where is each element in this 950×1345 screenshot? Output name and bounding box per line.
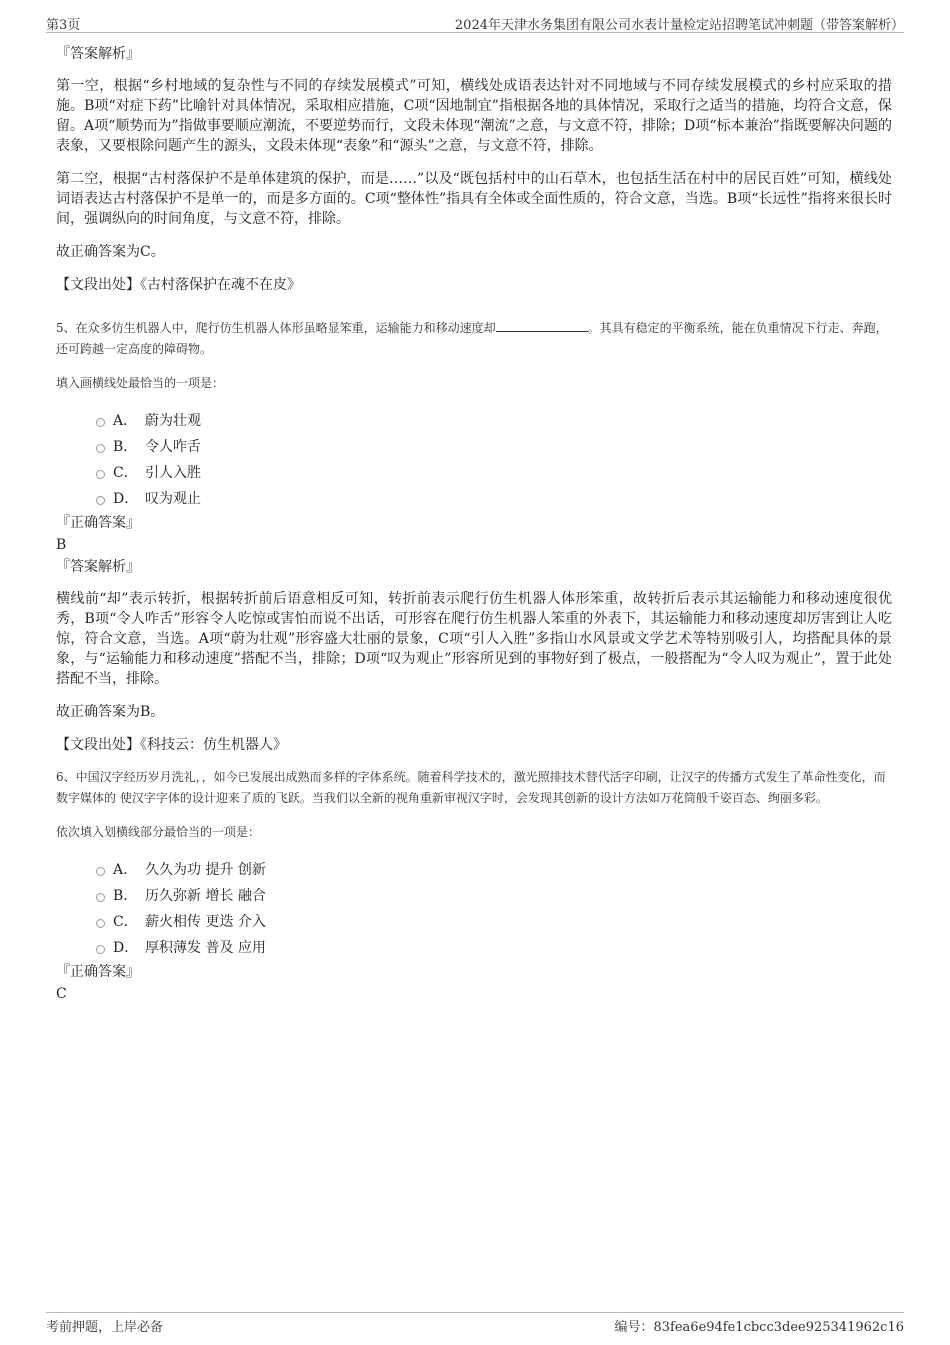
q4-analysis-paragraph-1: 第一空，根据“乡村地域的复杂性与不同的存续发展模式”可知，横线处成语表达针对不同地域与不同存续发展模式的乡村应采取的措施。B项“对症下药”比喻针对具体情况，采取相应措施，C项“因地制宜”指根据各地的具体情况，采取行之适当的措施，均符合文意，保留。A项“顺势而为”指做事要顺应潮流，不要逆势而行，文段未体现“潮流”之意，与文意不符，排除；D项“标本兼治”指既要解决问题的表象，又要根除问题产生的源头，文段未体现“表象”和“源头”之意，与文意不符，排除。	[56, 78, 892, 154]
option-key: B．	[113, 888, 138, 904]
radio-icon[interactable]	[96, 919, 105, 928]
q4-analysis-label: 『答案解析』	[56, 46, 140, 62]
q5-analysis: 横线前“却”表示转折，根据转折前后语意相反可知，转折前表示爬行仿生机器人体形笨重，故转折后表示其运输能力和移动速度很优秀，B项“令人咋舌”形容令人吃惊或害怕而说不出话，可形容在爬行仿生机器人笨重的外表下，其运输能力和移动速度却厉害到让人吃惊，符合文意，当选。A项“蔚为壮观”形容盛大壮丽的景象，C项“引人入胜”多指山水风景或文学艺术等特别吸引人，均搭配具体的景象，与“运输能力和移动速度”搭配不当，排除；D项“叹为观止”形容所见到的事物好到了极点，一般搭配为“令人叹为观止”，置于此处搭配不当，排除。	[56, 591, 892, 687]
q5-source: 【文段出处】《科技云：仿生机器人》	[56, 737, 287, 753]
q6-answer-label: 『正确答案』	[56, 964, 140, 980]
document-id: 编号：83fea6e94fe1cbcc3dee925341962c16	[614, 1320, 904, 1335]
radio-icon[interactable]	[96, 893, 105, 902]
q5-question-text	[56, 318, 892, 360]
document-title: 2024年天津水务集团有限公司水表计量检定站招聘笔试冲刺题（带答案解析）	[454, 18, 904, 33]
q5-text-after: 。其具有稳定的平衡系统，能在负重情况下行走、奔跑，还可跨越一定高度的障碍物。	[56, 321, 888, 356]
page-number: 第3页	[46, 18, 81, 33]
radio-icon[interactable]	[96, 470, 105, 479]
page-header	[46, 14, 904, 33]
option-key: D．	[113, 491, 139, 507]
option-text: 蔚为壮观	[145, 413, 201, 429]
q5-option-a[interactable]	[96, 407, 892, 433]
q6-option-b[interactable]	[96, 882, 892, 908]
option-text: 叹为观止	[145, 491, 201, 507]
option-text: 引人入胜	[145, 465, 201, 481]
q5-analysis-label: 『答案解析』	[56, 559, 140, 575]
q6-options	[56, 856, 892, 960]
q6-answer: C	[56, 986, 67, 1002]
option-key: C．	[113, 914, 138, 930]
q6-option-d[interactable]	[96, 934, 892, 960]
q4-conclusion: 故正确答案为C。	[56, 244, 165, 260]
footer-slogan: 考前押题，上岸必备	[46, 1320, 164, 1335]
radio-icon[interactable]	[96, 945, 105, 954]
radio-icon[interactable]	[96, 496, 105, 505]
q5-option-b[interactable]	[96, 433, 892, 459]
option-key: B．	[113, 439, 138, 455]
q4-source: 【文段出处】《古村落保护在魂不在皮》	[56, 277, 301, 293]
page-content	[56, 44, 892, 1006]
q6-option-c[interactable]	[96, 908, 892, 934]
q5-blank-line	[496, 319, 588, 332]
q6-question-text: 6、中国汉字经历岁月洗礼，，如今已发展出成熟而多样的字体系统。随着科学技术的，激光照排技术替代活字印刷，让汉字的传播方式发生了革命性变化，而数字媒体的 使汉字字体的设计迎来了质的飞跃。当我们以全新的视角重新审视汉字时，会发现其创新的设计方法如万花筒般千姿百态、绚丽多彩。	[56, 770, 886, 805]
option-key: A．	[113, 413, 138, 429]
page-footer	[46, 1312, 904, 1335]
q5-options	[56, 407, 892, 511]
q5-answer: B	[56, 537, 67, 553]
radio-icon[interactable]	[96, 444, 105, 453]
option-text: 久久为功 提升 创新	[145, 862, 266, 878]
radio-icon[interactable]	[96, 418, 105, 427]
q6-prompt: 依次填入划横线部分最恰当的一项是：	[56, 825, 261, 839]
option-text: 厚积薄发 普及 应用	[145, 940, 266, 956]
q5-prompt: 填入画横线处最恰当的一项是：	[56, 376, 225, 390]
q5-conclusion: 故正确答案为B。	[56, 704, 165, 720]
q5-option-d[interactable]	[96, 485, 892, 511]
option-text: 令人咋舌	[145, 439, 201, 455]
q5-text-before: 5、在众多仿生机器人中，爬行仿生机器人体形虽略显笨重，运输能力和移动速度却	[56, 321, 496, 335]
q5-option-c[interactable]	[96, 459, 892, 485]
q6-option-a[interactable]	[96, 856, 892, 882]
option-key: A．	[113, 862, 138, 878]
option-key: D．	[113, 940, 139, 956]
option-key: C．	[113, 465, 138, 481]
q5-answer-label: 『正确答案』	[56, 515, 140, 531]
radio-icon[interactable]	[96, 867, 105, 876]
option-text: 薪火相传 更迭 介入	[145, 914, 266, 930]
option-text: 历久弥新 增长 融合	[145, 888, 266, 904]
q4-analysis-paragraph-2: 第二空，根据“古村落保护不是单体建筑的保护，而是……”以及“既包括村中的山石草木，也包括生活在村中的居民百姓”可知，横线处词语表达古村落保护不是单一的，而是多方面的。C项“整体性”指具有全体或全面性质的，符合文意，当选。B项“长远性”指将来很长时间，强调纵向的时间角度，与文意不符，排除。	[56, 171, 892, 227]
